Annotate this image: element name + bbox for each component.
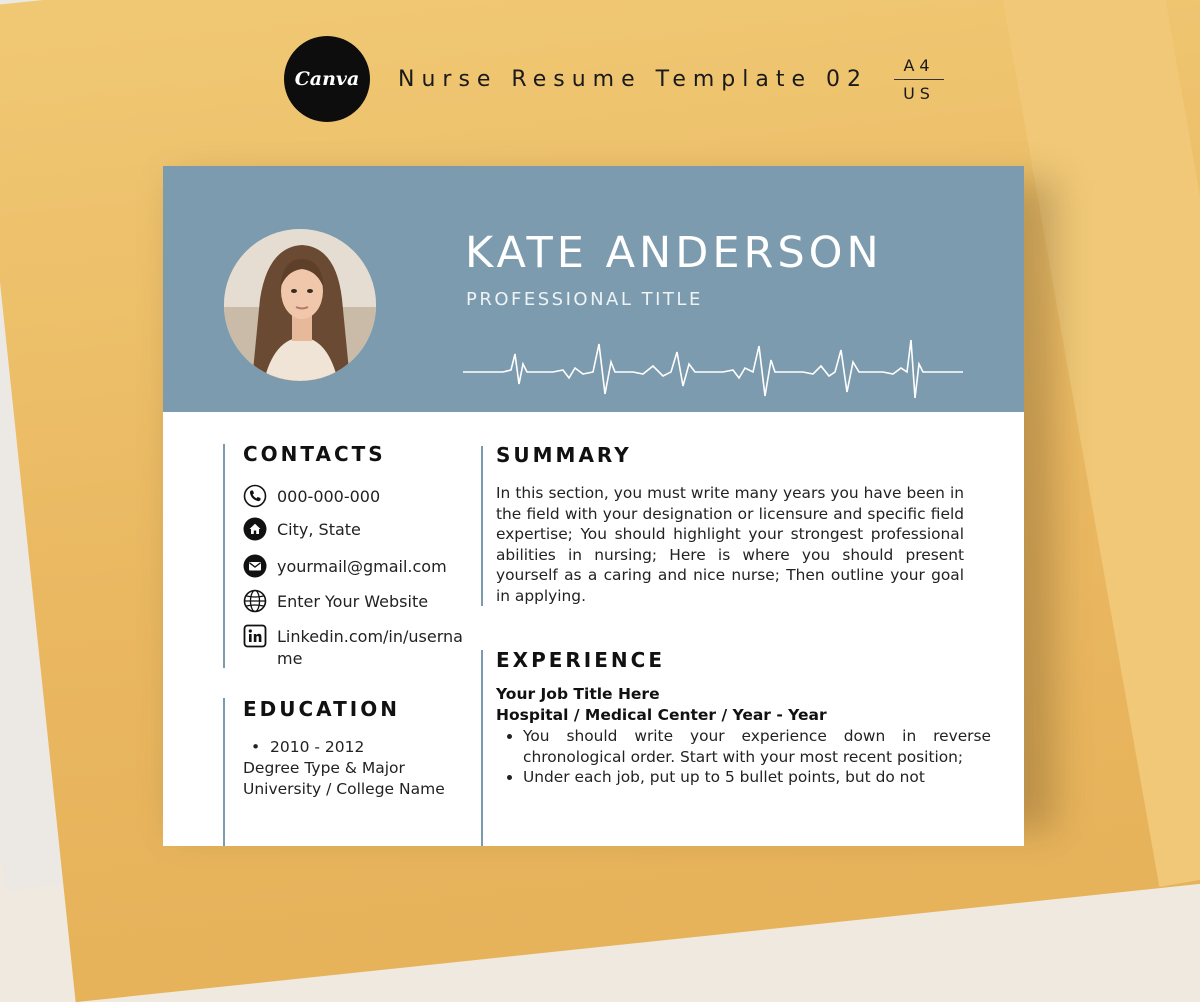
job-employer: Hospital / Medical Center / Year - Year [496,706,827,724]
contact-website [243,591,472,613]
contact-location [243,519,472,541]
professional-title: PROFESSIONAL TITLE [466,289,703,310]
globe-icon [243,589,267,613]
contact-location-text: City, State [277,520,361,539]
experience-bullet: • You should write your experience down in reverse chronological order. Start with your most recent position; [523,726,991,767]
education-heading: EDUCATION [243,697,400,721]
contact-linkedin [243,626,467,670]
logo-text: Canva [294,68,360,90]
contact-website-text: Enter Your Website [277,592,429,611]
education-years-text: 2010 - 2012 [270,738,365,756]
experience-bullets [496,726,991,788]
size-us: US [903,83,935,103]
mail-icon [243,554,267,578]
experience-heading: EXPERIENCE [496,648,665,672]
profile-photo-image [224,229,376,381]
experience-divider [481,650,483,846]
brand-header [284,36,944,122]
contact-phone [243,486,472,508]
job-title: Your Job Title Here [496,685,660,703]
resume-page [163,166,1024,846]
education-school: University / College Name [243,780,445,798]
profile-photo [224,229,376,381]
summary-heading: SUMMARY [496,443,632,467]
contacts-divider [223,444,225,668]
education-degree: Degree Type & Major [243,759,405,777]
contact-phone-text: 000-000-000 [277,487,381,506]
size-divider [894,79,944,80]
contacts-heading: CONTACTS [243,442,386,466]
template-title: Nurse Resume Template 02 [398,66,869,92]
size-a4: A4 [903,55,935,75]
contact-email [243,556,472,578]
summary-divider [481,446,483,606]
home-icon [243,517,267,541]
paper-sizes [894,56,944,103]
heartbeat-line-icon [463,334,963,404]
linkedin-icon [243,624,267,648]
education-divider [223,698,225,846]
contact-email-text: yourmail@gmail.com [277,557,447,576]
phone-icon [243,484,267,508]
education-bullet-icon: • [251,738,270,756]
contact-linkedin-text: Linkedin.com/in/username [277,627,463,668]
summary-text: In this section, you must write many years you have been in the field with your designation or licensure and specific field expertise; You should highlight your strongest professional abilities in nursing; Here is where you should present yourself as a caring and nice nurse; Then outline your goal in applying. [496,484,964,605]
candidate-name: KATE ANDERSON [465,228,883,278]
education-years [251,737,364,758]
experience-bullet: • Under each job, put up to 5 bullet points, but do not [523,767,991,788]
canva-logo [284,36,370,122]
